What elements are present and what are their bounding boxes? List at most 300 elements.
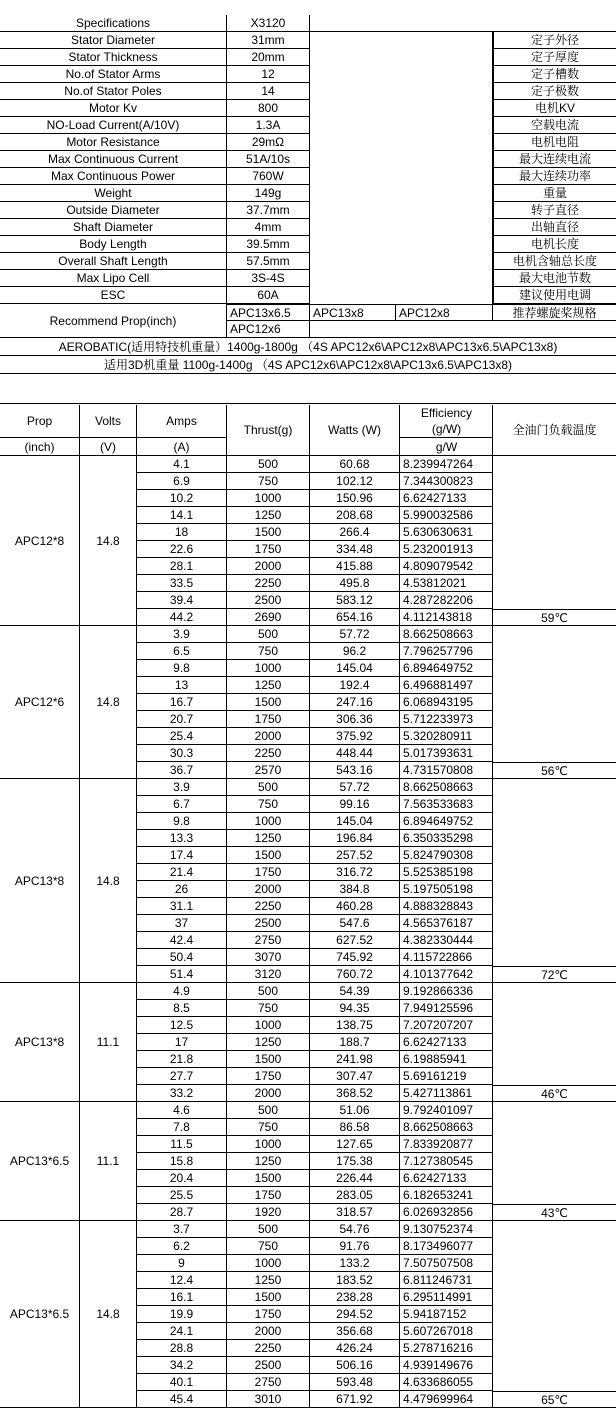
amps-cell: 51.4 — [137, 966, 227, 983]
spec-row-label-cn: 空载电流 — [493, 117, 616, 134]
thrust-cell: 1250 — [227, 507, 310, 524]
thrust-cell: 1000 — [227, 1255, 310, 1272]
efficiency-cell: 4.939149676 — [400, 1357, 493, 1374]
efficiency-cell: 4.287282206 — [400, 592, 493, 609]
thrust-cell: 750 — [227, 1119, 310, 1136]
watts-cell: 133.2 — [310, 1255, 400, 1272]
spec-row-label-cn: 定子外径 — [493, 32, 616, 49]
efficiency-cell: 4.565376187 — [400, 915, 493, 932]
watts-cell: 57.72 — [310, 626, 400, 643]
amps-cell: 3.7 — [137, 1221, 227, 1238]
efficiency-cell: 5.712233973 — [400, 711, 493, 728]
thrust-cell: 1750 — [227, 1068, 310, 1085]
spec-row-label: ESC — [0, 287, 227, 304]
thrust-cell: 1250 — [227, 1272, 310, 1289]
watts-cell: 368.52 — [310, 1085, 400, 1102]
amps-cell: 28.1 — [137, 558, 227, 575]
spec-row-value: 800 — [227, 100, 310, 117]
spec-row-value: 149g — [227, 185, 310, 202]
thrust-cell: 3070 — [227, 949, 310, 966]
thrust-cell: 1500 — [227, 1051, 310, 1068]
spec-row-label: Max Continuous Current — [0, 151, 227, 168]
header-full-throttle-temp: 全油门负载温度 — [493, 405, 616, 456]
amps-cell: 25.4 — [137, 728, 227, 745]
spec-row-label: Stator Diameter — [0, 32, 227, 49]
watts-cell: 241.98 — [310, 1051, 400, 1068]
temp-blank — [493, 626, 616, 762]
recommend-blank — [310, 321, 616, 338]
watts-cell: 196.84 — [310, 830, 400, 847]
spec-header-label: Specifications — [0, 15, 227, 32]
temp-blank — [493, 1102, 616, 1204]
efficiency-cell: 7.796257796 — [400, 643, 493, 660]
efficiency-cell: 8.662508663 — [400, 779, 493, 796]
watts-cell: 283.05 — [310, 1187, 400, 1204]
header-amps-unit: (A) — [137, 437, 227, 456]
thrust-cell: 750 — [227, 643, 310, 660]
watts-cell: 316.72 — [310, 864, 400, 881]
thrust-cell: 500 — [227, 626, 310, 643]
spec-row-value: 1.3A — [227, 117, 310, 134]
prop-cell: APC12*6 — [0, 626, 80, 779]
amps-cell: 27.7 — [137, 1068, 227, 1085]
amps-cell: 25.5 — [137, 1187, 227, 1204]
efficiency-cell: 7.344300823 — [400, 473, 493, 490]
spec-row-label-cn: 转子直径 — [493, 202, 616, 219]
watts-cell: 671.92 — [310, 1391, 400, 1408]
amps-cell: 17 — [137, 1034, 227, 1051]
efficiency-cell: 8.662508663 — [400, 626, 493, 643]
recommend-prop-1: APC13x6.5 — [227, 304, 310, 321]
prop-cell: APC13*8 — [0, 779, 80, 983]
header-prop: Prop — [0, 405, 80, 437]
spec-row-value: 12 — [227, 66, 310, 83]
spec-row-value: 57.5mm — [227, 253, 310, 270]
efficiency-cell: 6.182653241 — [400, 1187, 493, 1204]
efficiency-cell: 6.295114991 — [400, 1289, 493, 1306]
header-thrust: Thrust(g) — [227, 405, 310, 456]
spec-blank-area — [310, 32, 493, 304]
spec-row-value: 29mΩ — [227, 134, 310, 151]
spec-row-label-cn: 定子槽数 — [493, 66, 616, 83]
watts-cell: 54.39 — [310, 983, 400, 1000]
amps-cell: 16.7 — [137, 694, 227, 711]
thrust-cell: 2000 — [227, 1323, 310, 1340]
spec-row-value: 14 — [227, 83, 310, 100]
amps-cell: 45.4 — [137, 1391, 227, 1408]
efficiency-cell: 5.017393631 — [400, 745, 493, 762]
efficiency-cell: 6.19885941 — [400, 1051, 493, 1068]
watts-cell: 583.12 — [310, 592, 400, 609]
temp-cell: 43℃ — [493, 1204, 616, 1221]
3d-weight-note: 适用3D机重量 1100g-1400g （4S APC12x6\APC12x8\APC13x6.5\APC13x8) — [0, 356, 616, 374]
efficiency-cell: 5.990032586 — [400, 507, 493, 524]
thrust-cell: 1000 — [227, 1017, 310, 1034]
efficiency-cell: 4.53812021 — [400, 575, 493, 592]
spec-header-blank — [310, 0, 616, 32]
amps-cell: 15.8 — [137, 1153, 227, 1170]
efficiency-header-border — [400, 405, 493, 456]
thrust-cell: 500 — [227, 1221, 310, 1238]
watts-cell: 334.48 — [310, 541, 400, 558]
amps-cell: 26 — [137, 881, 227, 898]
volts-cell: 11.1 — [80, 983, 137, 1102]
efficiency-cell: 4.731570808 — [400, 762, 493, 779]
watts-cell: 54.76 — [310, 1221, 400, 1238]
thrust-cell: 1500 — [227, 1170, 310, 1187]
thrust-cell: 2750 — [227, 932, 310, 949]
temp-cell: 46℃ — [493, 1085, 616, 1102]
watts-cell: 356.68 — [310, 1323, 400, 1340]
efficiency-cell: 6.496881497 — [400, 677, 493, 694]
efficiency-cell: 9.130752374 — [400, 1221, 493, 1238]
thrust-cell: 1500 — [227, 847, 310, 864]
watts-cell: 145.04 — [310, 660, 400, 677]
watts-cell: 547.6 — [310, 915, 400, 932]
efficiency-cell: 4.809079542 — [400, 558, 493, 575]
watts-cell: 294.52 — [310, 1306, 400, 1323]
watts-cell: 257.52 — [310, 847, 400, 864]
thrust-cell: 500 — [227, 1102, 310, 1119]
amps-cell: 24.1 — [137, 1323, 227, 1340]
spec-row-label-cn: 出轴直径 — [493, 219, 616, 236]
amps-cell: 30.3 — [137, 745, 227, 762]
watts-cell: 627.52 — [310, 932, 400, 949]
efficiency-cell: 7.507507508 — [400, 1255, 493, 1272]
spec-row-value: 4mm — [227, 219, 310, 236]
amps-cell: 10.2 — [137, 490, 227, 507]
efficiency-cell: 5.525385198 — [400, 864, 493, 881]
watts-cell: 375.92 — [310, 728, 400, 745]
thrust-cell: 2750 — [227, 1374, 310, 1391]
recommend-prop-3: APC12x8 — [396, 304, 493, 321]
temp-blank — [493, 456, 616, 609]
header-prop-unit: (inch) — [0, 437, 80, 456]
efficiency-cell: 7.127380545 — [400, 1153, 493, 1170]
thrust-cell: 1920 — [227, 1204, 310, 1221]
watts-cell: 99.16 — [310, 796, 400, 813]
recommend-label: Recommend Prop(inch) — [0, 304, 227, 338]
amps-cell: 6.9 — [137, 473, 227, 490]
thrust-cell: 1000 — [227, 660, 310, 677]
amps-cell: 21.8 — [137, 1051, 227, 1068]
watts-cell: 415.88 — [310, 558, 400, 575]
thrust-cell: 2000 — [227, 881, 310, 898]
thrust-cell: 750 — [227, 473, 310, 490]
header-efficiency: Efficiency — [420, 406, 473, 420]
amps-cell: 9.8 — [137, 813, 227, 830]
spec-row-label: NO-Load Current(A/10V) — [0, 117, 227, 134]
thrust-cell: 1000 — [227, 490, 310, 507]
prop-cell: APC13*6.5 — [0, 1102, 80, 1221]
spec-row-label: No.of Stator Poles — [0, 83, 227, 100]
efficiency-cell: 8.173496077 — [400, 1238, 493, 1255]
efficiency-cell: 5.232001913 — [400, 541, 493, 558]
watts-cell: 145.04 — [310, 813, 400, 830]
temp-blank — [493, 983, 616, 1085]
thrust-cell: 1500 — [227, 524, 310, 541]
amps-cell: 22.6 — [137, 541, 227, 558]
efficiency-cell: 7.563533683 — [400, 796, 493, 813]
temp-blank — [493, 779, 616, 966]
amps-cell: 34.2 — [137, 1357, 227, 1374]
thrust-cell: 750 — [227, 1238, 310, 1255]
efficiency-cell: 5.69161219 — [400, 1068, 493, 1085]
spec-row-label-cn: 最大连续功率 — [493, 168, 616, 185]
efficiency-cell: 5.630630631 — [400, 524, 493, 541]
efficiency-cell: 4.479699964 — [400, 1391, 493, 1408]
amps-cell: 28.8 — [137, 1340, 227, 1357]
spec-row-value: 37.7mm — [227, 202, 310, 219]
spec-row-label-cn: 电机电阻 — [493, 134, 616, 151]
watts-cell: 226.44 — [310, 1170, 400, 1187]
header-efficiency-unit: (g/W) — [431, 422, 462, 436]
thrust-cell: 500 — [227, 456, 310, 473]
temp-blank — [493, 1221, 616, 1391]
amps-cell: 14.1 — [137, 507, 227, 524]
thrust-cell: 500 — [227, 779, 310, 796]
spec-row-label-cn: 最大电池节数 — [493, 270, 616, 287]
amps-cell: 42.4 — [137, 932, 227, 949]
amps-cell: 4.6 — [137, 1102, 227, 1119]
spec-row-label: Shaft Diameter — [0, 219, 227, 236]
thrust-cell: 2250 — [227, 745, 310, 762]
spec-row-label: Body Length — [0, 236, 227, 253]
thrust-cell: 2690 — [227, 609, 310, 626]
amps-cell: 4.1 — [137, 456, 227, 473]
spec-row-label-cn: 建议使用电调 — [493, 287, 616, 304]
watts-cell: 91.76 — [310, 1238, 400, 1255]
spec-row-label: Max Lipo Cell — [0, 270, 227, 287]
efficiency-cell: 9.192866336 — [400, 983, 493, 1000]
amps-cell: 13.3 — [137, 830, 227, 847]
watts-cell: 86.58 — [310, 1119, 400, 1136]
amps-cell: 36.7 — [137, 762, 227, 779]
spec-row-label: Motor Kv — [0, 100, 227, 117]
amps-cell: 9.8 — [137, 660, 227, 677]
thrust-cell: 1750 — [227, 1187, 310, 1204]
spec-row-label: Overall Shaft Length — [0, 253, 227, 270]
amps-cell: 6.7 — [137, 796, 227, 813]
amps-cell: 39.4 — [137, 592, 227, 609]
amps-cell: 16.1 — [137, 1289, 227, 1306]
amps-cell: 40.1 — [137, 1374, 227, 1391]
spec-header-model: X3120 — [227, 15, 310, 32]
header-efficiency-unit-2: g/W — [400, 437, 493, 456]
spec-row-label: No.of Stator Arms — [0, 66, 227, 83]
amps-cell: 13 — [137, 677, 227, 694]
prop-cell: APC13*6.5 — [0, 1221, 80, 1408]
watts-cell: 57.72 — [310, 779, 400, 796]
efficiency-cell: 4.115722866 — [400, 949, 493, 966]
amps-cell: 33.2 — [137, 1085, 227, 1102]
thrust-cell: 750 — [227, 1000, 310, 1017]
thrust-cell: 1750 — [227, 541, 310, 558]
efficiency-cell: 5.94187152 — [400, 1306, 493, 1323]
amps-cell: 44.2 — [137, 609, 227, 626]
watts-cell: 208.68 — [310, 507, 400, 524]
watts-cell: 150.96 — [310, 490, 400, 507]
thrust-cell: 2500 — [227, 592, 310, 609]
thrust-cell: 1500 — [227, 1289, 310, 1306]
spec-row-label: Weight — [0, 185, 227, 202]
recommend-prop-4: APC12x6 — [227, 321, 310, 338]
amps-cell: 37 — [137, 915, 227, 932]
volts-cell: 14.8 — [80, 779, 137, 983]
watts-cell: 94.35 — [310, 1000, 400, 1017]
amps-cell: 21.4 — [137, 864, 227, 881]
watts-cell: 247.16 — [310, 694, 400, 711]
spec-row-value: 20mm — [227, 49, 310, 66]
efficiency-cell: 4.633686055 — [400, 1374, 493, 1391]
temp-cell: 72℃ — [493, 966, 616, 983]
recommend-label-cn: 推荐螺旋桨规格 — [493, 304, 616, 321]
amps-cell: 50.4 — [137, 949, 227, 966]
amps-cell: 17.4 — [137, 847, 227, 864]
efficiency-cell: 4.888328843 — [400, 898, 493, 915]
efficiency-cell: 8.662508663 — [400, 1119, 493, 1136]
spec-row-label: Motor Resistance — [0, 134, 227, 151]
amps-cell: 8.5 — [137, 1000, 227, 1017]
watts-cell: 448.44 — [310, 745, 400, 762]
efficiency-cell: 4.101377642 — [400, 966, 493, 983]
watts-cell: 318.57 — [310, 1204, 400, 1221]
amps-cell: 31.1 — [137, 898, 227, 915]
efficiency-cell: 4.112143818 — [400, 609, 493, 626]
thrust-cell: 2000 — [227, 558, 310, 575]
efficiency-cell: 5.607267018 — [400, 1323, 493, 1340]
watts-cell: 192.4 — [310, 677, 400, 694]
spec-row-value: 760W — [227, 168, 310, 185]
amps-cell: 33.5 — [137, 575, 227, 592]
watts-cell: 543.16 — [310, 762, 400, 779]
thrust-cell: 500 — [227, 983, 310, 1000]
efficiency-cell: 7.207207207 — [400, 1017, 493, 1034]
thrust-cell: 2570 — [227, 762, 310, 779]
watts-cell: 238.28 — [310, 1289, 400, 1306]
watts-cell: 51.06 — [310, 1102, 400, 1119]
amps-cell: 12.4 — [137, 1272, 227, 1289]
spec-row-label-cn: 电机含轴总长度 — [493, 253, 616, 270]
amps-cell: 3.9 — [137, 626, 227, 643]
thrust-cell: 1000 — [227, 813, 310, 830]
spec-row-value: 31mm — [227, 32, 310, 49]
thrust-cell: 2000 — [227, 1085, 310, 1102]
spec-row-label: Outside Diameter — [0, 202, 227, 219]
temp-cell: 65℃ — [493, 1391, 616, 1408]
header-amps: Amps — [137, 405, 227, 437]
amps-cell: 6.2 — [137, 1238, 227, 1255]
spec-row-value: 51A/10s — [227, 151, 310, 168]
volts-cell: 14.8 — [80, 1221, 137, 1408]
watts-cell: 760.72 — [310, 966, 400, 983]
efficiency-cell: 6.026932856 — [400, 1204, 493, 1221]
watts-cell: 60.68 — [310, 456, 400, 473]
efficiency-cell: 5.427113861 — [400, 1085, 493, 1102]
amps-cell: 19.9 — [137, 1306, 227, 1323]
watts-cell: 183.52 — [310, 1272, 400, 1289]
thrust-cell: 1750 — [227, 1306, 310, 1323]
volts-cell: 14.8 — [80, 456, 137, 626]
thrust-cell: 2250 — [227, 1340, 310, 1357]
amps-cell: 28.7 — [137, 1204, 227, 1221]
spec-row-label-cn: 电机KV — [493, 100, 616, 117]
watts-cell: 593.48 — [310, 1374, 400, 1391]
thrust-cell: 1750 — [227, 711, 310, 728]
watts-cell: 266.4 — [310, 524, 400, 541]
efficiency-cell: 6.350335298 — [400, 830, 493, 847]
amps-cell: 9 — [137, 1255, 227, 1272]
efficiency-cell: 6.62427133 — [400, 490, 493, 507]
watts-cell: 138.75 — [310, 1017, 400, 1034]
efficiency-cell: 5.278716216 — [400, 1340, 493, 1357]
spec-row-label: Stator Thickness — [0, 49, 227, 66]
amps-cell: 4.9 — [137, 983, 227, 1000]
thrust-cell: 2000 — [227, 728, 310, 745]
spec-row-label-cn: 最大连续电流 — [493, 151, 616, 168]
watts-cell: 495.8 — [310, 575, 400, 592]
efficiency-cell: 5.197505198 — [400, 881, 493, 898]
header-watts: Watts (W) — [310, 405, 400, 456]
prop-cell: APC12*8 — [0, 456, 80, 626]
watts-cell: 307.47 — [310, 1068, 400, 1085]
volts-cell: 11.1 — [80, 1102, 137, 1221]
amps-cell: 20.7 — [137, 711, 227, 728]
efficiency-cell: 5.320280911 — [400, 728, 493, 745]
efficiency-cell: 8.239947264 — [400, 456, 493, 473]
spec-row-label: Max Continuous Power — [0, 168, 227, 185]
watts-cell: 188.7 — [310, 1034, 400, 1051]
spec-row-label-cn: 电机长度 — [493, 236, 616, 253]
thrust-cell: 1250 — [227, 1153, 310, 1170]
spec-row-value: 39.5mm — [227, 236, 310, 253]
thrust-cell: 750 — [227, 796, 310, 813]
thrust-cell: 2500 — [227, 1357, 310, 1374]
watts-cell: 96.2 — [310, 643, 400, 660]
watts-cell: 460.28 — [310, 898, 400, 915]
efficiency-cell: 6.62427133 — [400, 1170, 493, 1187]
spacer-row — [0, 374, 616, 404]
recommend-prop-2: APC13x8 — [310, 304, 396, 321]
spec-row-value: 3S-4S — [227, 270, 310, 287]
spec-row-value: 60A — [227, 287, 310, 304]
watts-cell: 506.16 — [310, 1357, 400, 1374]
thrust-cell: 1250 — [227, 830, 310, 847]
efficiency-cell: 6.811246731 — [400, 1272, 493, 1289]
header-volts: Volts — [80, 405, 137, 437]
efficiency-cell: 6.62427133 — [400, 1034, 493, 1051]
watts-cell: 175.38 — [310, 1153, 400, 1170]
thrust-cell: 3010 — [227, 1391, 310, 1408]
thrust-cell: 2250 — [227, 898, 310, 915]
efficiency-cell: 5.824790308 — [400, 847, 493, 864]
amps-cell: 6.5 — [137, 643, 227, 660]
thrust-cell: 1750 — [227, 864, 310, 881]
watts-cell: 384.8 — [310, 881, 400, 898]
thrust-cell: 1250 — [227, 1034, 310, 1051]
efficiency-cell: 7.833920877 — [400, 1136, 493, 1153]
amps-cell: 11.5 — [137, 1136, 227, 1153]
thrust-cell: 2250 — [227, 575, 310, 592]
watts-cell: 102.12 — [310, 473, 400, 490]
spec-row-label-cn: 定子厚度 — [493, 49, 616, 66]
thrust-cell: 2500 — [227, 915, 310, 932]
temp-cell: 56℃ — [493, 762, 616, 779]
efficiency-cell: 6.894649752 — [400, 660, 493, 677]
thrust-cell: 1250 — [227, 677, 310, 694]
amps-cell: 12.5 — [137, 1017, 227, 1034]
spec-row-label-cn: 重量 — [493, 185, 616, 202]
